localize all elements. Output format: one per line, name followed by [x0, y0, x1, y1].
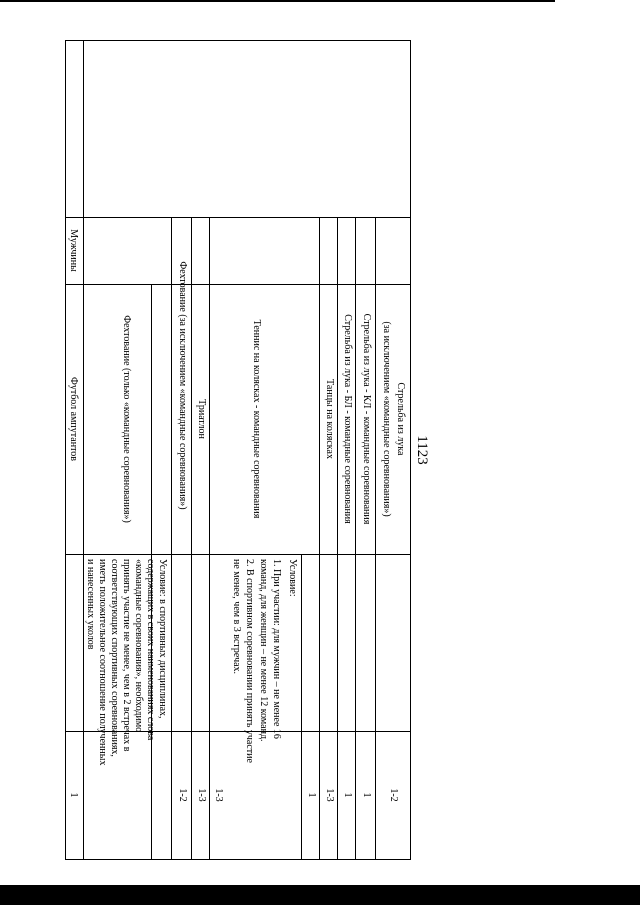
condition-line: Условие: в спортивных дисциплинах,: [157, 559, 168, 719]
sport-name: (за исключением «командные соревнования»): [381, 321, 392, 517]
row-divider: [191, 217, 192, 859]
sport-name: Стрельба из лука - БЛ - командные соревнования: [342, 314, 353, 524]
condition-line: «командные соревнования», необходимо: [133, 559, 144, 733]
sport-name: Триатлон: [196, 399, 207, 439]
sport-name: Фехтование (только «командные соревнования»): [121, 315, 132, 523]
col-divider: [66, 284, 410, 285]
row-divider: [209, 217, 210, 859]
condition-line: 1. При участии: для мужчин – не менее 16: [271, 559, 282, 739]
condition-line: принять участие не менее, чем в 2 встречах в: [121, 559, 132, 752]
count-value: 1: [342, 792, 353, 798]
count-value: 1: [361, 792, 372, 798]
count-value: 1: [306, 792, 317, 798]
condition-line: иметь положительное соотношение полученных: [97, 559, 108, 766]
row-divider: [301, 554, 302, 859]
condition-line: соответствующих спортивных соревнованиях,: [109, 559, 120, 757]
condition-line: Условие:: [287, 559, 298, 597]
row-divider: [319, 217, 320, 859]
col-divider: [66, 554, 410, 555]
count-value: 1-3: [213, 788, 224, 802]
scan-edge-bottom: [0, 885, 640, 905]
sport-name: Футбол ампутантов: [68, 376, 79, 462]
count-value: 1-2: [388, 788, 399, 802]
sports-table: [65, 40, 411, 860]
sport-name: Теннис на колясках - командные соревнования: [251, 319, 262, 519]
count-value: 1-3: [324, 788, 335, 802]
count-value: 1-3: [196, 788, 207, 802]
sport-name: Стрельба из лука - КЛ - командные соревнования: [361, 313, 372, 525]
condition-line: команд, для женщин – не менее 12 команд.: [258, 559, 269, 742]
sport-name: Танцы на колясках: [324, 379, 335, 459]
count-value: 1: [68, 792, 79, 798]
group-label: Мужчины: [68, 229, 79, 272]
row-divider: [337, 217, 338, 859]
condition-line: 2. В спортивном соревновании принять участие: [244, 559, 255, 763]
page-number: 1123: [414, 435, 430, 465]
condition-line: содержащих в своих наименованиях слова: [145, 559, 156, 741]
condition-line: и нанесенных уколов: [85, 559, 96, 650]
sport-name: Фехтование (за исключением «командные соревнования»): [177, 261, 188, 510]
rotated-page: [65, 40, 435, 860]
row-divider: [375, 217, 376, 859]
count-value: 1-2: [177, 788, 188, 802]
row-divider: [171, 217, 172, 859]
col-divider: [66, 217, 410, 218]
sport-name: Стрельба из лука: [395, 382, 406, 456]
condition-line: не менее, чем в 3 встречах.: [231, 559, 242, 675]
scan-edge-top: [0, 0, 555, 2]
row-divider: [355, 217, 356, 859]
